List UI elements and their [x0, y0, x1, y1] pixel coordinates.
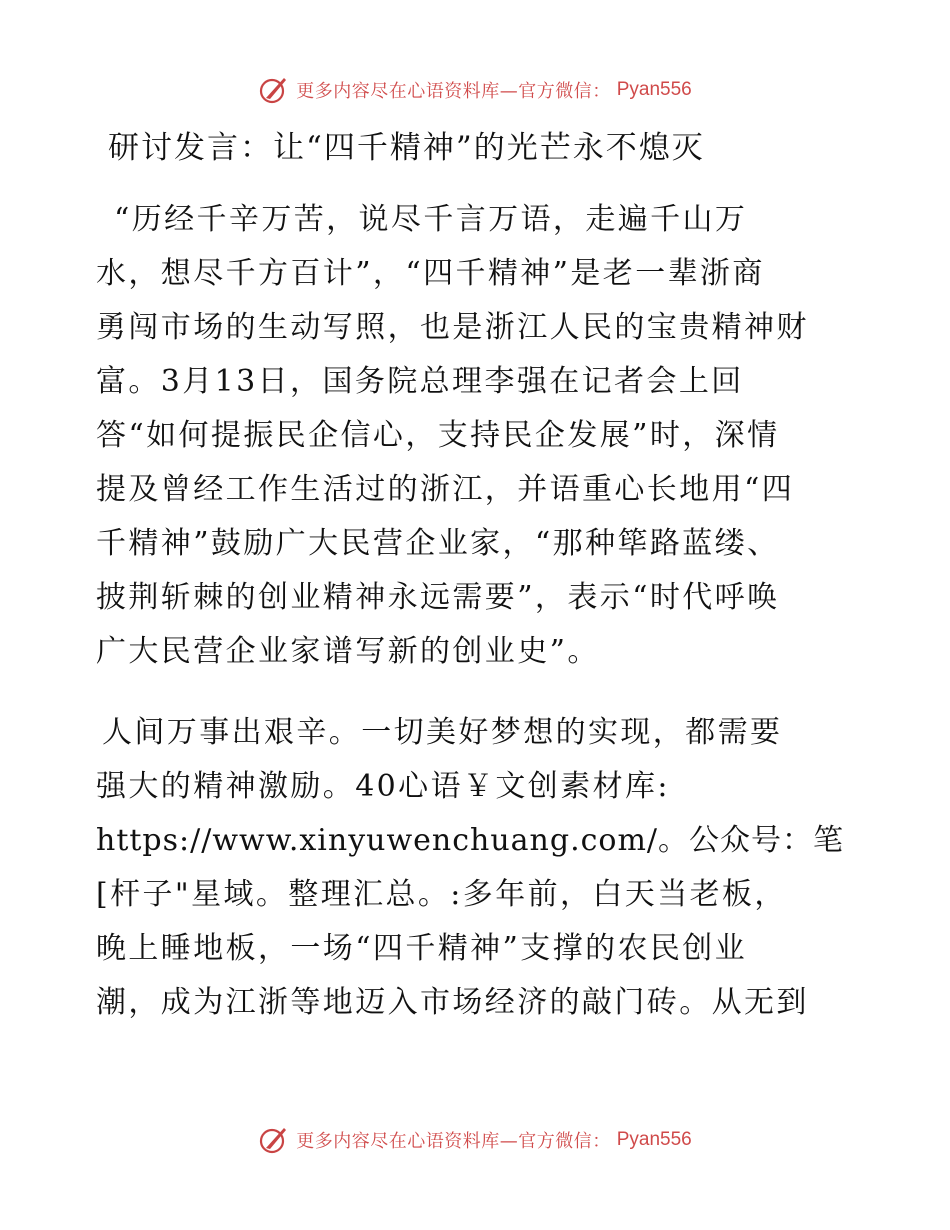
quill-logo-icon	[258, 74, 290, 106]
text-line: 晚上睡地板，一场“四千精神”支撑的农民创业	[96, 931, 748, 966]
text-line: 答“如何提振民企信心，支持民企发展”时，深情	[96, 418, 780, 453]
watermark-wechat-id: Pyan556	[616, 79, 692, 100]
header-watermark	[0, 72, 950, 108]
text-line: 强大的精神激励。40心语￥文创素材库:	[96, 769, 670, 804]
text-line: [杆子"星域。整理汇总。:多年前，白天当老板，	[96, 877, 787, 912]
text-line: 提及曾经工作生活过的浙江，并语重心长地用“四	[96, 472, 795, 507]
watermark-text: 更多内容尽在心语资料库—官方微信：	[296, 81, 611, 102]
text-line: 勇闯市场的生动写照，也是浙江人民的宝贵精神财	[96, 310, 809, 345]
text-line: “历经千辛万苦，说尽千言万语，走遍千山万	[114, 202, 748, 237]
paragraph-1	[96, 193, 856, 679]
document-title: 研讨发言：让“四千精神”的光芒永不熄灭	[108, 130, 705, 166]
footer-watermark	[0, 1122, 950, 1158]
text-line: 水，想尽千方百计”，“四千精神”是老一辈浙商	[96, 256, 765, 291]
watermark-text: 更多内容尽在心语资料库—官方微信：	[296, 1131, 611, 1152]
text-line: 披荆斩棘的创业精神永远需要”，表示“时代呼唤	[96, 580, 780, 615]
text-line: 广大民营企业家谱写新的创业史”。	[96, 634, 600, 669]
text-line: https://www.xinyuwenchuang.com/。公众号：笔	[96, 823, 845, 858]
text-line: 富。3月13日，国务院总理李强在记者会上回	[96, 364, 744, 399]
paragraph-2	[96, 706, 856, 1030]
text-line: 人间万事出艰辛。一切美好梦想的实现，都需要	[102, 715, 783, 750]
quill-logo-icon	[258, 1124, 290, 1156]
watermark-wechat-id: Pyan556	[616, 1129, 692, 1150]
text-line: 潮，成为江浙等地迈入市场经济的敲门砖。从无到	[96, 985, 809, 1020]
text-line: 千精神”鼓励广大民营企业家，“那种筚路蓝缕、	[96, 526, 780, 561]
